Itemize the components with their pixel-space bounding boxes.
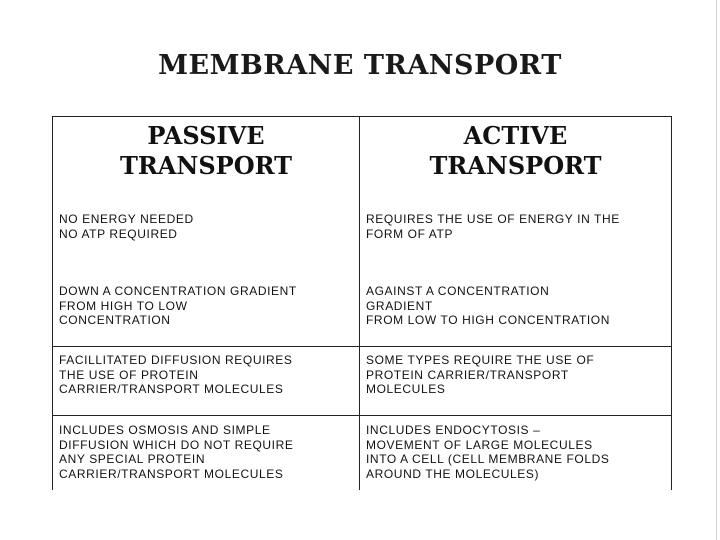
comparison-table xyxy=(52,116,672,490)
row-divider xyxy=(53,346,671,347)
cell-active-gradient: AGAINST A CONCENTRATION GRADIENT FROM LOW TO HIGH CONCENTRATION xyxy=(366,284,611,327)
cell-passive-proteins: FACILLITATED DIFFUSION REQUIRES THE USE OF PROTEIN CARRIER/TRANSPORT MOLECULES xyxy=(59,353,293,396)
cell-passive-examples: INCLUDES OSMOSIS AND SIMPLE DIFFUSION WHICH DO NOT REQUIRE ANY SPECIAL PROTEIN CARRIER/TRANSPORT MOLECULES xyxy=(59,423,294,481)
cell-active-proteins: SOME TYPES REQUIRE THE USE OF PROTEIN CARRIER/TRANSPORT MOLECULES xyxy=(366,353,595,396)
row-divider xyxy=(53,415,671,416)
cell-passive-energy: NO ENERGY NEEDED NO ATP REQUIRED xyxy=(59,212,194,241)
cell-active-examples: INCLUDES ENDOCYTOSIS – MOVEMENT OF LARGE MOLECULES INTO A CELL (CELL MEMBRANE FOLDS AROUND THE MOLECULES) xyxy=(366,423,610,481)
page-title: MEMBRANE TRANSPORT xyxy=(158,50,562,81)
slide-edge-divider xyxy=(716,0,717,540)
header-passive-transport: PASSIVE TRANSPORT xyxy=(119,121,293,180)
cell-active-energy: REQUIRES THE USE OF ENERGY IN THE FORM OF ATP xyxy=(366,212,620,241)
header-active-transport: ACTIVE TRANSPORT xyxy=(429,121,602,180)
cell-passive-gradient: DOWN A CONCENTRATION GRADIENT FROM HIGH TO LOW CONCENTRATION xyxy=(59,284,297,327)
